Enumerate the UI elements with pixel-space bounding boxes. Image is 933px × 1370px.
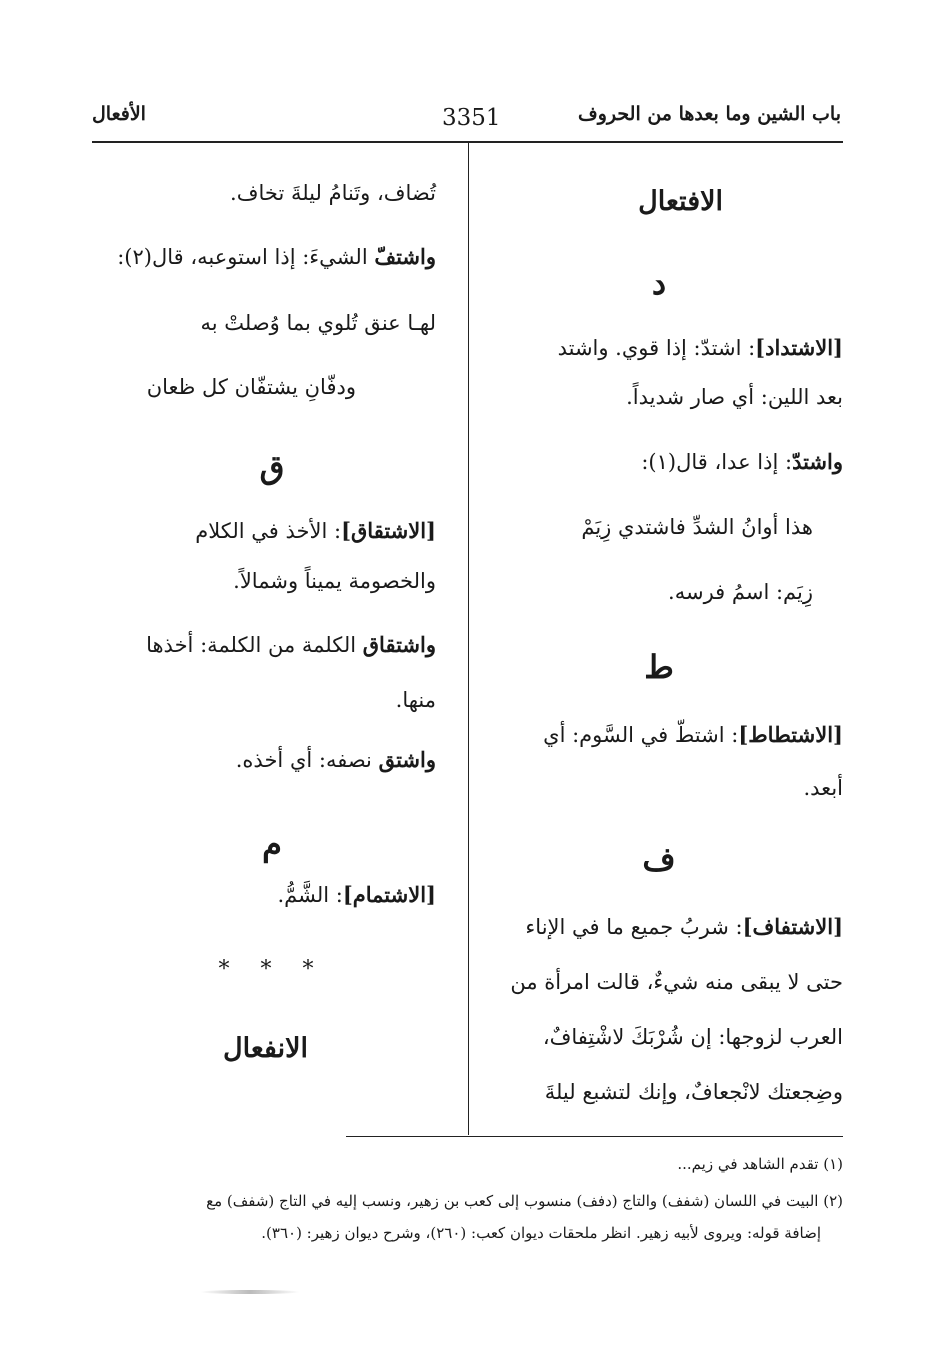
footnote-2: (٢) البيت في اللسان (شفف) والتاج (دفف) منسوب إلى كعب بن زهير، ونسب إليه في التاج (شفف) مع <box>206 1192 843 1210</box>
entry-ishtiqaq <box>86 516 436 546</box>
column-divider <box>468 142 469 1135</box>
entry-text-line: حتى لا يبقى منه شيءٌ، قالت امرأة من <box>510 970 843 994</box>
running-header-section: الأفعال <box>92 103 146 125</box>
section-heading: الافتعال <box>638 186 723 217</box>
next-section-heading: الانفعال <box>223 1033 308 1064</box>
entry-text: : الشَّمُّ. <box>277 883 343 907</box>
verse-line: هذا أوانُ الشدِّ فاشتدي زِيَمْ <box>581 515 813 539</box>
entry-text-line: بعد اللين: أي صار شديداً. <box>626 385 843 409</box>
entry-ishtaqqa <box>86 745 436 775</box>
entry-ishtaffa <box>86 242 436 272</box>
scan-smudge <box>200 1290 300 1294</box>
entry-ishtifaf <box>475 912 843 942</box>
entry-ishtitat <box>475 720 843 750</box>
letter-heading-qaf: ق <box>259 448 285 486</box>
entry-term: [الاشتطاط] <box>738 722 843 747</box>
section-separator-stars: * * * <box>218 957 326 982</box>
entry-ishtiqaq-kalima <box>86 630 436 660</box>
entry-text-line: منها. <box>395 688 436 712</box>
entry-text: : الأخذ في الكلام <box>195 519 342 543</box>
entry-text: نصفه: أي أخذه. <box>235 748 379 772</box>
entry-text-line: العرب لزوجها: إن شُرْبَكَ لاشْتِفافٌ، <box>542 1025 843 1049</box>
entry-term: واشتق <box>378 747 436 772</box>
entry-term: واشتقاق <box>362 632 436 657</box>
entry-text: : شربُ جميع ما في الإناء <box>525 915 743 939</box>
entry-text-line: وضِجعتك لانْجعافٌ، وإنك لتشبع ليلةَ <box>544 1080 843 1104</box>
entry-text: الكلمة من الكلمة: أخذها <box>146 633 363 657</box>
entry-ishtidad <box>475 333 843 363</box>
entry-term: واشتفّ <box>374 244 436 269</box>
entry-ishtadda <box>475 447 843 477</box>
verse-line: لهـا عنق تُلوي بما وُصلتْ به <box>200 311 436 335</box>
letter-heading-mim: م <box>262 825 282 863</box>
running-header-chapter: باب الشين وما بعدها من الحروف <box>578 103 841 125</box>
entry-term: واشتدّ <box>792 449 843 474</box>
entry-term: [الاشتداد] <box>755 335 843 360</box>
entry-term: [الاشتمام] <box>342 882 436 907</box>
entry-text-line: والخصومة يميناً وشمالاً. <box>233 569 436 593</box>
verse-line: ودفّانِ يشتفّان كل ظعان <box>146 375 356 399</box>
entry-text: : اشتدّ: إذا قوي. واشتد <box>557 336 756 360</box>
footnote-1: (١) تقدم الشاهد في زيم... <box>677 1155 843 1173</box>
entry-term: [الاشتقاق] <box>341 518 436 543</box>
gloss-line: زِيَم: اسمُ فرسه. <box>668 580 813 604</box>
entry-text: : اشتطّ في السَّوم: أي <box>543 723 739 747</box>
page-number: 3351 <box>442 105 501 131</box>
footnote-rule <box>346 1136 843 1137</box>
letter-heading-ta: ط <box>644 648 674 686</box>
entry-ishtimam <box>86 880 436 910</box>
entry-text-line: تُضاف، وتَنامُ ليلةَ تخاف. <box>230 181 436 205</box>
entry-term: [الاشتفاف] <box>742 914 843 939</box>
footnote-2-continued: إضافة قوله: ويروى لأبيه زهير. انظر ملحقات ديوان كعب: (٢٦٠)، وشرح ديوان زهير: (٣٦٠). <box>261 1224 821 1242</box>
letter-heading-fa: ف <box>642 840 676 878</box>
letter-heading-dal: د <box>651 264 667 302</box>
entry-text: : إذا عدا، قال(١): <box>641 450 793 474</box>
entry-text-line: أبعد. <box>803 776 843 800</box>
entry-text: الشيءَ: إذا استوعبه، قال(٢): <box>117 245 375 269</box>
